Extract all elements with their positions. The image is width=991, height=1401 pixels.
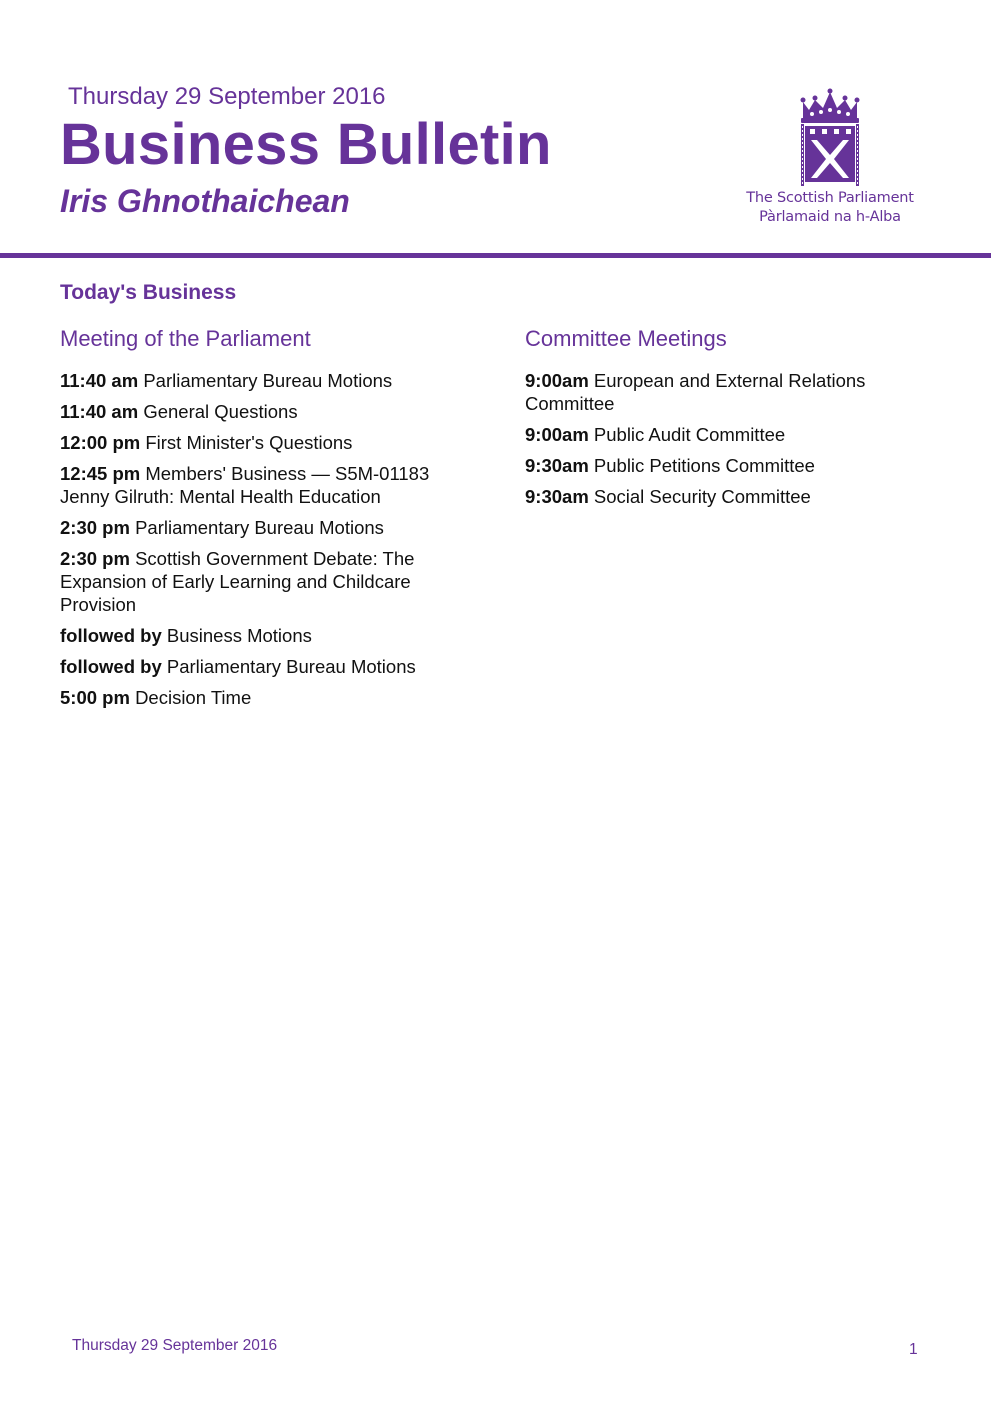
agenda-item-time: 5:00 pm <box>60 687 130 708</box>
committee-meetings-column <box>525 324 925 516</box>
agenda-item-time: 12:00 pm <box>60 432 141 453</box>
committee-item-time: 9:30am <box>525 455 589 476</box>
subheading-meeting-of-parliament: Meeting of the Parliament <box>60 326 311 351</box>
agenda-item <box>60 369 480 392</box>
agenda-item <box>60 400 480 423</box>
agenda-item-time: 11:40 am <box>60 401 139 422</box>
agenda-item-text: Members' Business — S5M-01183 Jenny Gilruth: Mental Health Education <box>60 463 430 507</box>
committee-item-time: 9:00am <box>525 424 589 445</box>
page-title: Business Bulletin <box>60 112 552 177</box>
logo-text-english: The Scottish Parliament <box>746 190 914 206</box>
committee-item-time: 9:30am <box>525 486 589 507</box>
section-heading-todays-business: Today's Business <box>60 281 237 304</box>
crown-saltire-emblem-icon <box>797 88 863 188</box>
page-subtitle-gaelic: Iris Ghnothaichean <box>60 183 350 219</box>
agenda-item-text: Decision Time <box>135 687 252 708</box>
footer-date: Thursday 29 September 2016 <box>72 1337 278 1354</box>
committee-item <box>525 369 910 415</box>
committee-item-text: Social Security Committee <box>593 486 811 507</box>
agenda-item-text: Parliamentary Bureau Motions <box>135 517 384 538</box>
agenda-item-time: followed by <box>60 625 162 646</box>
agenda-item-text: First Minister's Questions <box>145 432 353 453</box>
committee-item <box>525 423 925 446</box>
committee-item-text: Public Petitions Committee <box>593 455 815 476</box>
committee-item-text: Public Audit Committee <box>593 424 786 445</box>
agenda-item <box>60 655 480 678</box>
bulletin-header <box>0 0 991 260</box>
committee-item-time: 9:00am <box>525 370 589 391</box>
logo-text-gaelic: Pàrlamaid na h-Alba <box>759 209 901 225</box>
agenda-item-text: General Questions <box>143 401 298 422</box>
logo-wordmark <box>740 189 920 227</box>
agenda-item-time: followed by <box>60 656 162 677</box>
scottish-parliament-logo <box>740 88 920 233</box>
agenda-item-time: 11:40 am <box>60 370 139 391</box>
agenda-item-text: Parliamentary Bureau Motions <box>166 656 416 677</box>
agenda-item <box>60 431 480 454</box>
committee-item <box>525 454 925 477</box>
agenda-item-text: Parliamentary Bureau Motions <box>143 370 393 391</box>
agenda-item <box>60 462 470 508</box>
header-divider <box>0 253 991 258</box>
agenda-item-time: 12:45 pm <box>60 463 141 484</box>
agenda-item <box>60 686 480 709</box>
header-date: Thursday 29 September 2016 <box>68 83 386 110</box>
meeting-of-parliament-column <box>60 324 480 717</box>
agenda-item-time: 2:30 pm <box>60 517 130 538</box>
subheading-committee-meetings: Committee Meetings <box>525 326 727 351</box>
agenda-item-text: Scottish Government Debate: The Expansion of Early Learning and Childcare Provision <box>60 548 415 615</box>
agenda-item-text: Business Motions <box>166 625 312 646</box>
agenda-item <box>60 547 455 616</box>
agenda-item <box>60 516 480 539</box>
committee-item <box>525 485 925 508</box>
agenda-item-time: 2:30 pm <box>60 548 130 569</box>
page-number: 1 <box>909 1341 918 1358</box>
committee-item-text: European and External Relations Committee <box>525 370 866 414</box>
agenda-item <box>60 624 480 647</box>
